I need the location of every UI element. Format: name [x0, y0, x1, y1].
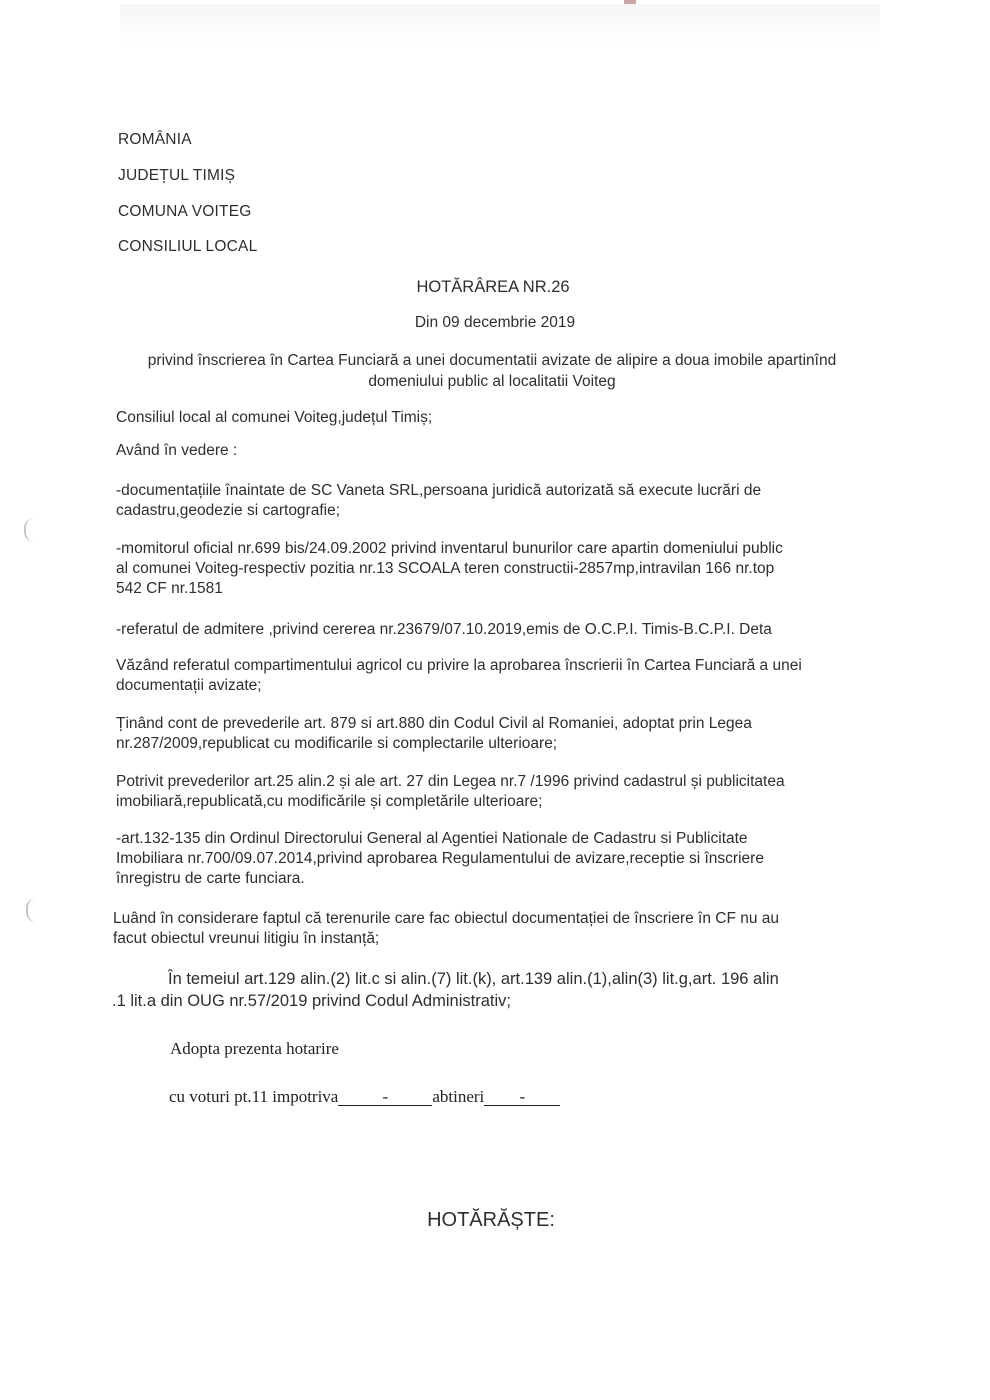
- header-county: JUDEȚUL TIMIȘ: [118, 167, 236, 184]
- paragraph-considering: [113, 909, 779, 949]
- paragraph-line: al comunei Voiteg-respectiv pozitia nr.13 SCOALA teren constructii-2857mp,intravilan 166 nr.top: [116, 560, 775, 577]
- paragraph-cadastre-law: [116, 772, 785, 812]
- abstentions-label: abtineri: [432, 1087, 485, 1106]
- scan-mark: [624, 0, 636, 4]
- margin-mark-lower: [26, 898, 36, 922]
- paragraph-civil-code: [116, 714, 752, 754]
- paragraph-documentation: [116, 481, 761, 521]
- paragraph-line: 542 CF nr.1581: [116, 580, 223, 597]
- paragraph-line: înregistru de carte funciara.: [116, 870, 305, 887]
- decision-title: HOTĂRÂREA NR.26: [416, 278, 570, 296]
- adopt-text: Adopta prezenta hotarire: [170, 1039, 339, 1058]
- paragraph-line: Ținând cont de prevederile art. 879 si art.880 din Codul Civil al Romaniei, adoptat prin Legea: [116, 715, 752, 732]
- vote-line: [169, 1087, 560, 1107]
- votes-for-text: cu voturi pt.11 impotriva: [169, 1087, 339, 1106]
- paragraph-line: cadastru,geodezie si cartografie;: [116, 502, 341, 519]
- decision-subject-line-1: privind înscrierea în Cartea Funciară a unei documentatii avizate de alipire a doua imobile apartinînd: [147, 352, 837, 369]
- decision-date: Din 09 decembrie 2019: [414, 314, 576, 331]
- header-country: ROMÂNIA: [118, 131, 192, 148]
- margin-mark-upper: [24, 518, 34, 542]
- decides-heading: HOTĂRĂȘTE:: [427, 1209, 555, 1231]
- paragraph-line: Văzând referatul compartimentului agricol cu privire la aprobarea înscrierii în Cartea Funciară a unei: [116, 657, 802, 674]
- paragraph-admission-report: -referatul de admitere ,privind cererea nr.23679/07.10.2019,emis de O.C.P.I. Timis-B.C.P.I. Deta: [116, 621, 772, 638]
- having-regard: Având în vedere :: [116, 442, 238, 459]
- paragraph-line: .1 lit.a din OUG nr.57/2019 privind Codul Administrativ;: [112, 992, 511, 1010]
- paragraph-line: În temeiul art.129 alin.(2) lit.c si alin.(7) lit.(k), art.139 alin.(1),alin(3) lit.g,art. 196 alin: [168, 970, 779, 988]
- paragraph-line: -momitorul oficial nr.699 bis/24.09.2002 privind inventarul bunurilor care apartin domeniului public: [116, 540, 783, 557]
- abstentions-blank: -: [484, 1088, 560, 1106]
- header-commune: COMUNA VOITEG: [118, 203, 252, 220]
- paragraph-official-gazette: [116, 539, 783, 599]
- scan-artifact-top: [120, 4, 880, 44]
- paragraph-line: facut obiectul vreunui litigiu în instanță;: [113, 930, 380, 947]
- paragraph-legal-basis: [112, 968, 779, 1012]
- decision-subject-line-2: domeniului public al localitatii Voiteg: [368, 373, 616, 390]
- against-blank: -: [338, 1088, 432, 1106]
- paragraph-line: Luând în considerare faptul că terenurile care fac obiectul documentației de înscriere în CF nu au: [113, 910, 780, 927]
- paragraph-line: -art.132-135 din Ordinul Directorului General al Agentiei Nationale de Cadastru si Publicitate: [116, 830, 748, 847]
- paragraph-line: nr.287/2009,republicat cu modificarile si complectarile ulterioare;: [116, 735, 558, 752]
- paragraph-line: Potrivit prevederilor art.25 alin.2 și ale art. 27 din Legea nr.7 /1996 privind cadastrul și publicitatea: [116, 773, 785, 790]
- paragraph-order: [116, 829, 764, 889]
- paragraph-agricultural-report: [116, 656, 802, 696]
- paragraph-line: imobiliară,republicată,cu modificările și completările ulterioare;: [116, 793, 543, 810]
- paragraph-line: documentații avizate;: [116, 677, 262, 694]
- paragraph-line: Imobiliara nr.700/09.07.2014,privind aprobarea Regulamentului de avizare,receptie si înscriere: [116, 850, 764, 867]
- council-intro: Consiliul local al comunei Voiteg,județul Timiș;: [116, 409, 433, 426]
- paragraph-line: -documentațiile înaintate de SC Vaneta SRL,persoana juridică autorizată să execute lucrări de: [116, 482, 762, 499]
- header-council: CONSILIUL LOCAL: [118, 238, 258, 255]
